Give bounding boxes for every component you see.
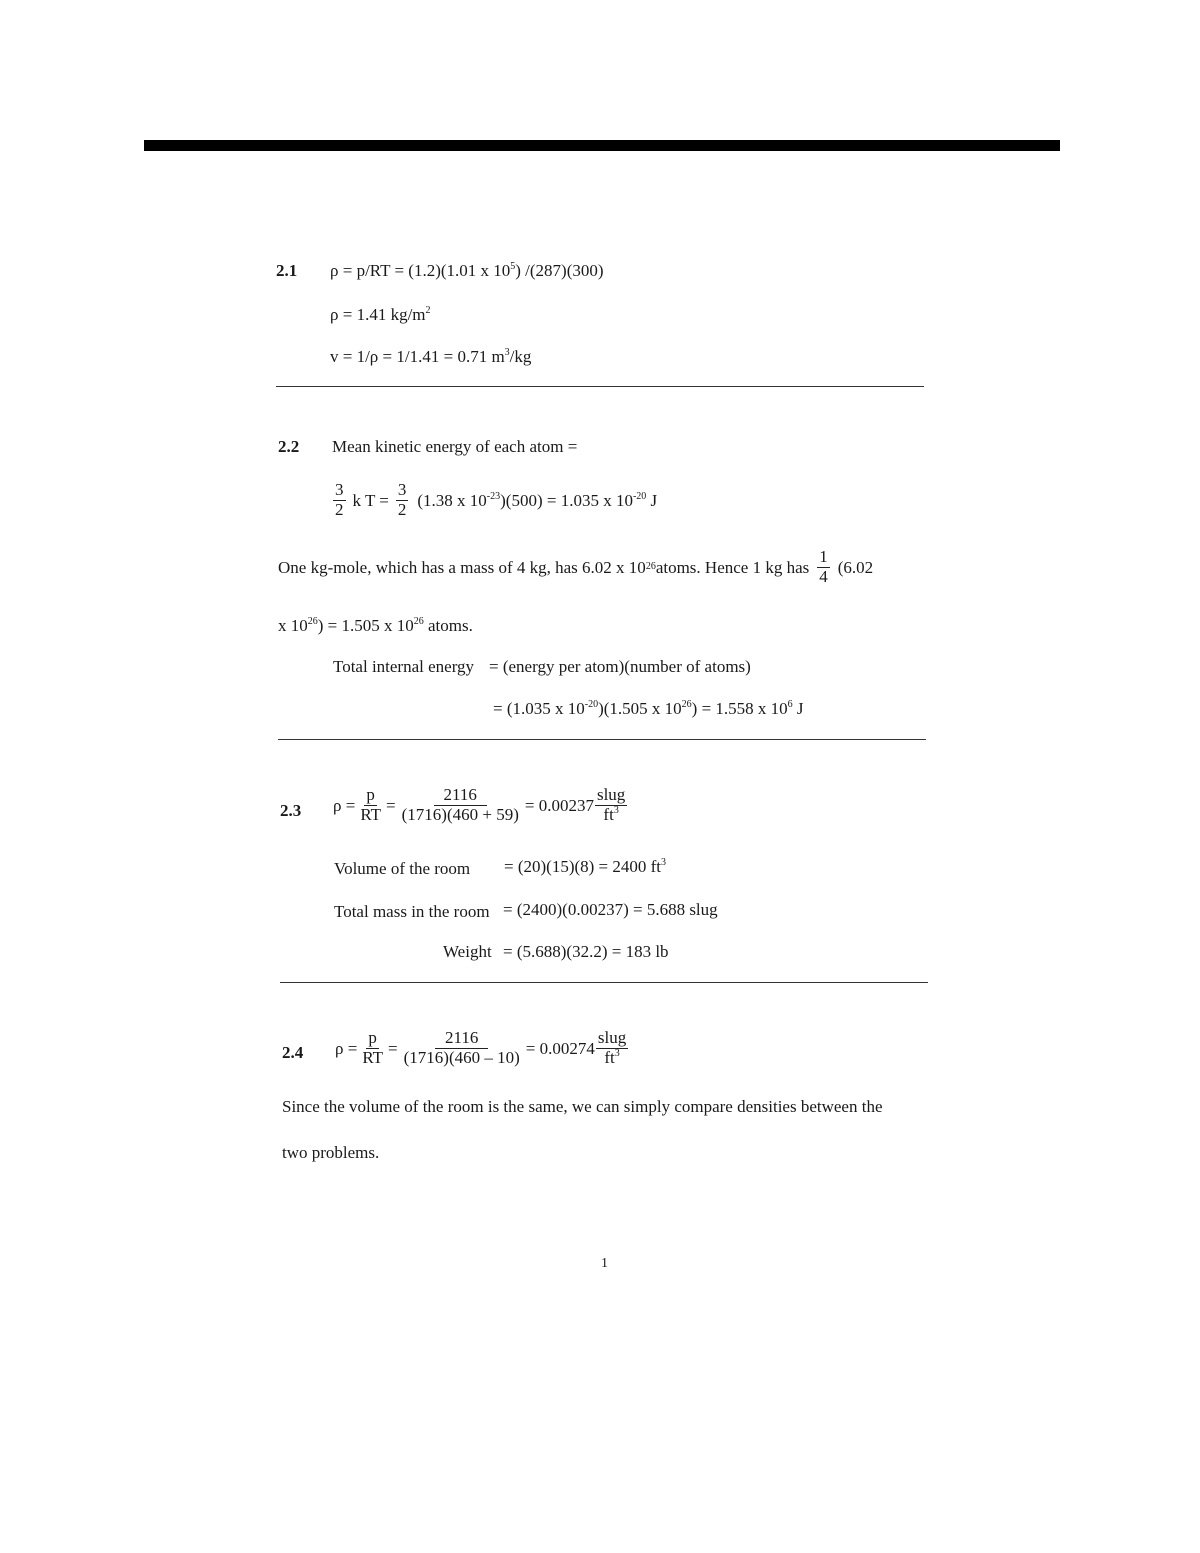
total-mass-label: Total mass in the room: [334, 902, 490, 921]
fraction: $\frac{3}{2}$: [397, 480, 407, 519]
fraction: $\frac{2116}{(1716)(460 - 10)}$: [403, 1028, 520, 1067]
problem-number-2-2: 2.2: [278, 437, 300, 456]
fraction: $\frac{p}{RT}$: [362, 1028, 384, 1067]
fraction: $\frac{2116}{(1716)(460 + 59)}$: [401, 785, 519, 824]
mean-kinetic-energy-text: Mean kinetic energy of each atom =: [332, 437, 578, 456]
eq-2-1-specific-volume: v = 1/ρ = 1/1.41 = 0.71 $m^3/kg$: [330, 347, 532, 366]
divider: [280, 982, 928, 983]
problem-number-2-1: 2.1: [276, 261, 298, 280]
fraction: $\frac{3}{2}$: [335, 480, 344, 519]
problem-number-2-4: 2.4: [282, 1043, 304, 1062]
comparison-paragraph-line1: Since the volume of the room is the same, we can simply compare densities between the: [282, 1097, 883, 1116]
eq-2-1-density-result: ρ = 1.41 $kg/m^2$: [330, 305, 431, 324]
divider: [276, 386, 924, 387]
kg-mole-paragraph-line2: x $10^{26}) = 1.505$ x $10^{26}$ atoms.: [278, 616, 473, 635]
weight-value: = (5.688)(32.2) = 183 lb: [503, 942, 669, 961]
total-internal-energy-label: Total internal energy: [333, 657, 475, 676]
eq-2-3-density: ρ = $\frac{p}{RT}$ = $\frac{2116}{(1716)(460 + 59)}$ = 0.00237 $\frac{\text{slug}}{ft^3}$: [333, 785, 626, 824]
eq-2-1-density-formula: ρ = p/RT = (1.2)(1.01 x $10^5$) /(287)(300): [330, 261, 604, 280]
kg-mole-paragraph-line1: One kg-mole, which has a mass of 4 kg, has 6.02 x 10 26 atoms. Hence 1 kg has $\frac{1}{4}$ (6.02: [278, 547, 874, 586]
fraction: $\frac{\text{slug}}{ft^3}$: [597, 1028, 627, 1067]
room-volume-value: = (20)(15)(8) = 2400 $ft^3$: [504, 857, 667, 876]
problem-number-2-3: 2.3: [280, 801, 302, 820]
total-internal-energy-expression: = (energy per atom)(number of atoms): [489, 657, 751, 676]
comparison-paragraph-line2: two problems.: [282, 1143, 380, 1162]
fraction: $\frac{1}{4}$: [819, 547, 828, 586]
eq-2-2-kinetic-energy: $\frac{3}{2}$ k T = $\frac{3}{2}$ (1.38 x $10^{-23})(500) = 1.035$ x $10^{-20}$ J: [335, 480, 658, 519]
fraction: $\frac{\text{slug}}{ft^3}$: [596, 785, 626, 824]
total-internal-energy-result: = (1.035 x $10^{-20})(1.505$ x $10^{26}) = 1.558$ x $10^6$ J: [493, 699, 804, 718]
fraction: $\frac{p}{RT}$: [360, 785, 382, 824]
total-mass-value: = (2400)(0.00237) = 5.688 slug: [503, 900, 718, 919]
divider: [278, 739, 926, 740]
page-number: 1: [601, 1256, 608, 1271]
eq-2-4-density: ρ = $\frac{p}{RT}$ = $\frac{2116}{(1716)(460 - 10)}$ = 0.00274 $\frac{\text{slug}}{ft^3}$: [335, 1028, 627, 1067]
header-bar: [144, 140, 1060, 151]
room-volume-label: Volume of the room: [334, 859, 471, 878]
weight-label: Weight: [443, 942, 492, 961]
